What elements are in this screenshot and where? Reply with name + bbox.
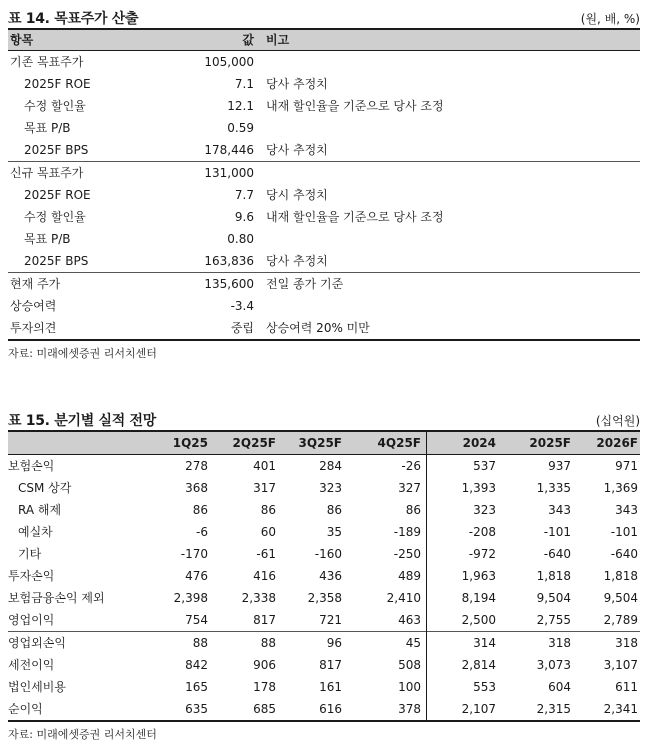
column-header: 2Q25F [232,436,276,450]
row-label: 예실차 [18,525,53,539]
row-note: 상승여력 20% 미만 [266,321,370,335]
row-item-label: 2025F BPS [24,143,89,157]
row-value: 178,446 [204,143,254,157]
cell-value: -170 [180,547,208,561]
row-label: 보험손익 [8,459,55,473]
column-header: 3Q25F [298,436,342,450]
cell-value: 616 [319,702,342,716]
row-value: 105,000 [204,55,254,69]
table14-header-note: 비고 [266,33,290,47]
cell-value: 100 [398,680,421,694]
cell-value: -208 [468,525,496,539]
cell-value: 323 [319,481,342,495]
cell-value: 553 [473,680,496,694]
cell-value: -101 [610,525,638,539]
row-value: 12.1 [227,99,254,113]
cell-value: 416 [253,569,276,583]
table14-row [8,95,640,117]
table14-body [8,51,640,341]
row-label: CSM 상각 [18,481,72,495]
table14-row [8,117,640,139]
cell-value: 368 [185,481,208,495]
table15-row [8,587,640,609]
cell-value: -640 [610,547,638,561]
row-label: 영업외손익 [8,636,66,650]
table15-row [8,676,640,698]
cell-value: 2,338 [241,591,276,605]
cell-value: 317 [253,481,276,495]
cell-value: 817 [253,613,276,627]
row-value: 131,000 [204,166,254,180]
row-label: 법인세비용 [8,680,66,694]
cell-value: 88 [260,636,276,650]
cell-value: 278 [185,459,208,473]
row-value: 7.7 [234,188,254,202]
cell-value: 436 [319,569,342,583]
cell-value: 971 [615,459,638,473]
row-value: -3.4 [230,299,254,313]
cell-value: 1,963 [461,569,496,583]
cell-value: -26 [401,459,421,473]
cell-value: 1,818 [603,569,638,583]
table15-title-row [8,408,640,430]
cell-value: 86 [405,503,421,517]
table14-row [8,295,640,317]
row-item-label: 신규 목표주가 [10,166,84,180]
row-label: 영업이익 [8,613,55,627]
cell-value: 842 [185,658,208,672]
cell-value: 508 [398,658,421,672]
table15-row [8,631,640,654]
row-note: 당사 추정치 [266,77,328,91]
cell-value: 314 [473,636,496,650]
row-label: RA 해제 [18,503,62,517]
table15-row [8,698,640,720]
cell-value: 343 [615,503,638,517]
cell-value: 178 [253,680,276,694]
cell-value: 2,789 [603,613,638,627]
cell-value: 161 [319,680,342,694]
cell-value: 2,107 [461,702,496,716]
column-header: 4Q25F [377,436,421,450]
row-value: 중립 [230,321,254,335]
cell-value: 2,315 [536,702,571,716]
table14-row [8,73,640,95]
row-note: 당시 추정치 [266,188,328,202]
table14-row [8,51,640,73]
table15-row [8,477,640,499]
row-value: 9.6 [234,210,254,224]
row-value: 163,836 [204,254,254,268]
row-note: 당사 추정치 [266,143,328,157]
table14-row [8,206,640,228]
cell-value: 284 [319,459,342,473]
cell-value: 906 [253,658,276,672]
table15-row [8,565,640,587]
cell-value: 86 [192,503,208,517]
cell-value: 2,755 [536,613,571,627]
row-label: 순이익 [8,702,43,716]
row-item-label: 2025F ROE [24,77,91,91]
cell-value: 2,341 [603,702,638,716]
table14-row [8,184,640,206]
cell-value: 318 [615,636,638,650]
cell-value: 86 [326,503,342,517]
table15-row [8,543,640,565]
cell-value: 96 [326,636,342,650]
cell-value: 9,504 [536,591,571,605]
table15-title: 표 15. 분기별 실적 전망 [8,413,156,429]
cell-value: 611 [615,680,638,694]
cell-value: 9,504 [603,591,638,605]
cell-value: 60 [260,525,276,539]
row-note: 전일 종가 기준 [266,277,344,291]
cell-value: -250 [393,547,421,561]
row-value: 0.59 [227,121,254,135]
cell-value: 1,393 [461,481,496,495]
cell-value: 537 [473,459,496,473]
table15-header [8,430,640,455]
cell-value: 2,358 [307,591,342,605]
cell-value: 476 [185,569,208,583]
row-label: 보험금융손익 제외 [8,591,105,605]
cell-value: 489 [398,569,421,583]
cell-value: 2,398 [173,591,208,605]
table14-row [8,161,640,184]
table14-title-row [8,6,640,28]
table14-title: 표 14. 목표주가 산출 [8,11,139,27]
table15-row [8,499,640,521]
table15-row [8,455,640,477]
cell-value: 463 [398,613,421,627]
cell-value: 721 [319,613,342,627]
cell-value: 45 [405,636,421,650]
cell-value: -160 [314,547,342,561]
cell-value: -640 [543,547,571,561]
cell-value: 327 [398,481,421,495]
cell-value: 318 [548,636,571,650]
cell-value: 2,410 [386,591,421,605]
row-label: 투자손익 [8,569,55,583]
row-item-label: 현재 주가 [10,277,61,291]
table14-header-value: 값 [242,33,254,47]
row-value: 0.80 [227,232,254,246]
row-note: 내재 할인율을 기준으로 당사 조정 [266,99,444,113]
row-item-label: 수정 할인율 [24,210,86,224]
table15-row [8,521,640,543]
cell-value: 165 [185,680,208,694]
table14-row [8,228,640,250]
cell-value: 88 [192,636,208,650]
column-header: 2024 [462,436,496,450]
cell-value: 1,818 [536,569,571,583]
cell-value: 937 [548,459,571,473]
cell-value: -972 [468,547,496,561]
row-note: 당사 추정치 [266,254,328,268]
table14-row [8,250,640,272]
cell-value: 35 [326,525,342,539]
cell-value: 323 [473,503,496,517]
row-item-label: 목표 P/B [24,121,71,135]
cell-value: 2,814 [461,658,496,672]
row-item-label: 목표 P/B [24,232,71,246]
table15-row [8,654,640,676]
cell-value: 635 [185,702,208,716]
quarterly-earnings-section [8,408,640,742]
cell-value: 86 [260,503,276,517]
column-header: 1Q25 [172,436,208,450]
table15-source: 자료: 미래에셋증권 리서치센터 [8,728,157,741]
cell-value: 3,073 [536,658,571,672]
row-label: 세전이익 [8,658,55,672]
table14-unit: (원, 배, %) [580,12,640,26]
cell-value: 378 [398,702,421,716]
table14-header-item: 항목 [10,33,34,47]
cell-value: 1,369 [603,481,638,495]
table14-row [8,272,640,295]
cell-value: 685 [253,702,276,716]
table15-body [8,455,640,722]
column-header: 2026F [596,436,638,450]
row-item-label: 상승여력 [10,299,57,313]
table15-unit: (십억원) [595,414,640,428]
cell-value: -101 [543,525,571,539]
cell-value: -189 [393,525,421,539]
row-value: 7.1 [234,77,254,91]
cell-value: 817 [319,658,342,672]
table15-grid [8,430,640,722]
cell-value: -6 [196,525,208,539]
cell-value: 8,194 [461,591,496,605]
cell-value: 343 [548,503,571,517]
column-header: 2025F [529,436,571,450]
table14-row [8,139,640,161]
table15-divider [426,430,427,722]
row-item-label: 2025F BPS [24,254,89,268]
cell-value: 754 [185,613,208,627]
table14-header [8,28,640,51]
cell-value: 1,335 [536,481,571,495]
row-note: 내재 할인율을 기준으로 당사 조정 [266,210,444,224]
row-item-label: 수정 할인율 [24,99,86,113]
row-item-label: 2025F ROE [24,188,91,202]
table14-source: 자료: 미래에셋증권 리서치센터 [8,347,157,360]
row-label: 기타 [18,547,42,561]
cell-value: 2,500 [461,613,496,627]
cell-value: 401 [253,459,276,473]
table15-row [8,609,640,631]
row-value: 135,600 [204,277,254,291]
cell-value: 3,107 [603,658,638,672]
cell-value: 604 [548,680,571,694]
table14-row [8,317,640,339]
cell-value: -61 [256,547,276,561]
row-item-label: 기존 목표주가 [10,55,84,69]
row-item-label: 투자의견 [10,321,57,335]
target-price-section [8,6,640,361]
